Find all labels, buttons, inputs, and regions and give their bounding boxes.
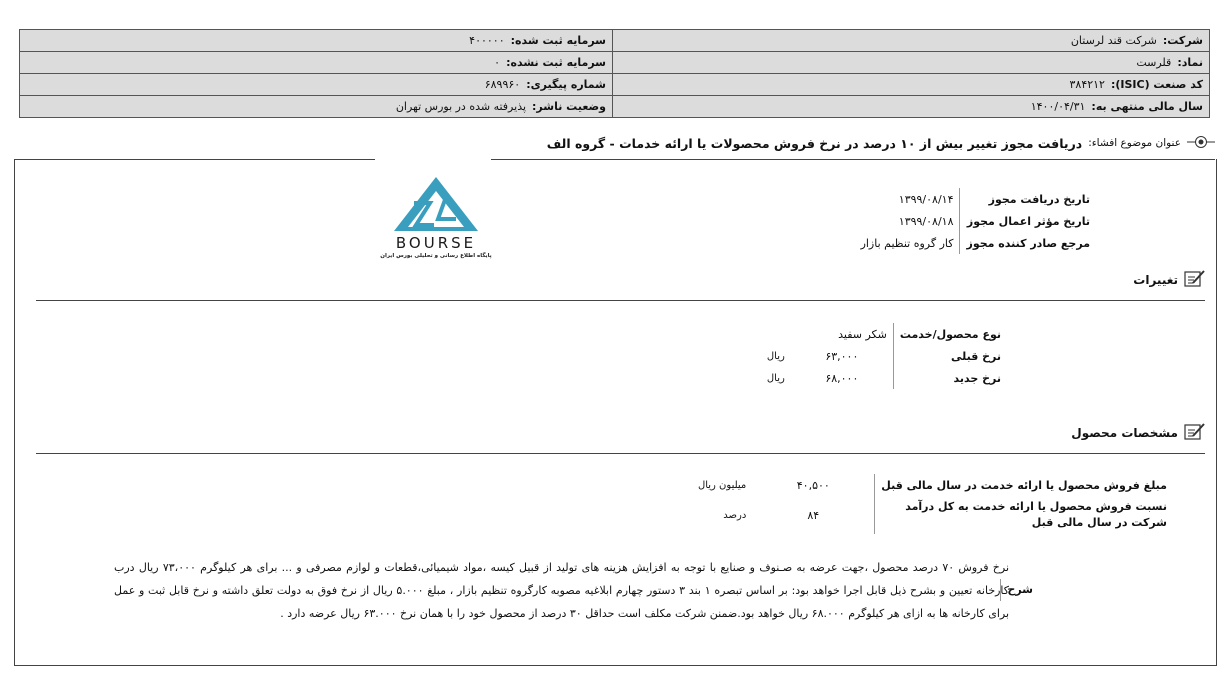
edit-note-icon: [1183, 268, 1207, 291]
table-row: [739, 367, 1007, 389]
content-top-border-left: [14, 159, 375, 160]
description-label: شرح: [1000, 579, 1033, 601]
subject-value: دریافت مجوز تغییر بیش از ۱۰ درصد در نرخ فروش محصولات یا ارائه خدمات - گروه الف: [546, 135, 1083, 151]
license-table: [855, 188, 1096, 254]
description-text: نرخ فروش ۷۰ درصد محصول ،جهت عرضه به صـنوف و صنایع با توجه به افزایش هزینه های تولید از قبیل کیسه ،مواد شیمیائی،قطعات و لوازم مصرفی و ... برای هر کیلوگرم ۷۳،۰۰۰ ریال درب کارخانه تعیین و بشرح ذیل قابل اجرا خواهد بود: بر اساس تبصره ۱ بند ۳ دستور چهارم ابلاغیه مصوبه کارگروه تنظیم بازار ، مبلغ ۵.۰۰۰ ریال از نرخ فوق به دولت تعلق داشته و نرخ قابل ثبت و عمل برای کارخانه ها به ازای هر کیلوگرم ۶۸.۰۰۰ ریال خواهد بود.ضمنن شرکت مکلف است حداقل ۳۰ درصد از محصول خود را با همان نرخ ۶۳.۰۰۰ ریال عرضه دارد .: [114, 561, 1010, 620]
company-value: شرکت قند لرستان: [1070, 34, 1157, 47]
table-row: [739, 323, 1007, 345]
specs-title: مشخصات محصول: [1071, 425, 1178, 440]
isic-label: کد صنعت (ISIC):: [1110, 78, 1203, 91]
fiscal-year-cell: [613, 96, 1210, 118]
sales-amount-label: مبلغ فروش محصول یا ارائه خدمت در سال مالی قبل: [875, 474, 1173, 496]
capital-unregistered-cell: [20, 52, 613, 74]
received-date-label: تاریخ دریافت مجوز: [960, 188, 1096, 210]
specs-section-title: [1071, 421, 1207, 444]
sales-amount-unit: میلیون ریال: [697, 479, 747, 491]
effective-date-value: ۱۳۹۹/۰۸/۱۸: [898, 214, 954, 228]
table-row: [855, 232, 1096, 254]
sales-ratio-label-line1: نسبت فروش محصول یا ارائه خدمت به کل درآمد: [905, 500, 1167, 513]
disclosure-subject: [547, 131, 1215, 155]
old-rate-unit: ریال: [766, 350, 785, 362]
new-rate-label: نرخ جدید: [893, 367, 1007, 389]
specs-divider: [36, 453, 1205, 454]
capital-registered-cell: [20, 30, 613, 52]
specs-table: [630, 474, 1173, 534]
logo-subtitle: پایگاه اطلاع رسانی و تحلیلی بورس ایران: [380, 253, 492, 259]
edit-note-icon: [1183, 421, 1207, 444]
publisher-status-cell: [20, 96, 613, 118]
table-row: [630, 496, 1173, 534]
subject-label: عنوان موضوع افشاء:: [1088, 137, 1181, 149]
issuer-label: مرجع صادر کننده مجوز: [960, 232, 1096, 254]
logo-text: BOURSE: [395, 234, 477, 252]
tracking-value: ۶۸۹۹۶۰: [484, 78, 521, 91]
changes-title: تغییرات: [1133, 272, 1178, 287]
company-cell: [613, 30, 1210, 52]
target-icon: [1187, 135, 1215, 152]
fiscal-year-value: ۱۴۰۰/۰۴/۳۱: [1030, 100, 1086, 113]
changes-table: [739, 323, 1007, 389]
isic-cell: [613, 74, 1210, 96]
product-type-value: شکر سفید: [838, 327, 887, 341]
received-date-value: ۱۳۹۹/۰۸/۱۴: [898, 192, 954, 206]
company-info-table: [19, 29, 1210, 118]
publisher-status-label: وضعیت ناشر:: [532, 100, 606, 113]
isic-value: ۳۸۴۲۱۲: [1069, 78, 1105, 91]
new-rate-value: ۶۸,۰۰۰: [825, 371, 859, 385]
tracking-label: شماره پیگیری:: [526, 78, 606, 91]
capital-registered-label: سرمایه ثبت شده:: [510, 34, 606, 47]
symbol-label: نماد:: [1177, 56, 1203, 69]
symbol-value: قلرست: [1136, 56, 1172, 69]
publisher-status-value: پذیرفته شده در بورس تهران: [395, 100, 527, 113]
old-rate-label: نرخ قبلی: [893, 345, 1007, 367]
symbol-cell: [613, 52, 1210, 74]
table-row: [855, 210, 1096, 232]
content-top-border: [491, 159, 1215, 160]
sales-ratio-label: [875, 496, 1173, 534]
table-row: [855, 188, 1096, 210]
product-type-label: نوع محصول/خدمت: [893, 323, 1007, 345]
tracking-cell: [20, 74, 613, 96]
changes-divider: [36, 300, 1205, 301]
table-row: [630, 474, 1173, 496]
table-row: [739, 345, 1007, 367]
company-label: شرکت:: [1162, 34, 1203, 47]
sales-ratio-value: ۸۴: [807, 508, 820, 522]
issuer-value: کار گروه تنظیم بازار: [860, 236, 954, 250]
old-rate-value: ۶۳,۰۰۰: [825, 349, 859, 363]
fiscal-year-label: سال مالی منتهی به:: [1091, 100, 1203, 113]
new-rate-unit: ریال: [766, 372, 785, 384]
sales-ratio-unit: درصد: [723, 509, 747, 521]
sales-ratio-label-line2: شرکت در سال مالی قبل: [1031, 516, 1167, 529]
sales-amount-value: ۴۰,۵۰۰: [796, 478, 830, 492]
effective-date-label: تاریخ مؤثر اعمال مجوز: [960, 210, 1096, 232]
capital-unregistered-value: ۰: [494, 56, 501, 69]
capital-unregistered-label: سرمایه ثبت نشده:: [506, 56, 606, 69]
changes-section-title: [1133, 268, 1207, 291]
capital-registered-value: ۴۰۰۰۰۰: [469, 34, 505, 47]
